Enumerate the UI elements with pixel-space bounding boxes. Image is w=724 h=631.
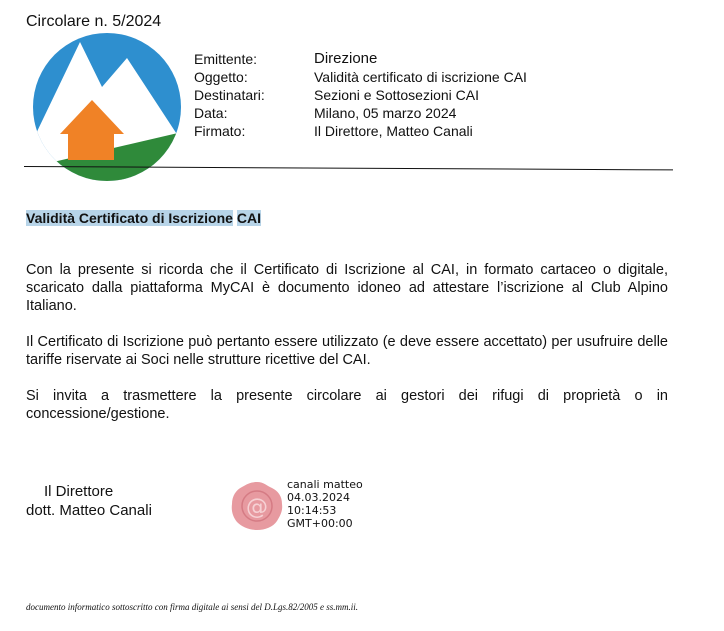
cai-logo [32, 32, 182, 182]
title-part-1: Validità Certificato di Iscrizione [26, 210, 233, 226]
meta-row-subject: Oggetto: Validità certificato di iscrizione CAI [194, 69, 527, 85]
circular-metadata [194, 50, 527, 140]
body-paragraph-3: Si invita a trasmettere la presente circolare ai gestori dei rifugi di proprietà o in concessione/gestione. [26, 388, 668, 422]
meta-row-recipients: Destinatari: Sezioni e Sottosezioni CAI [194, 87, 479, 103]
digital-signature-info [287, 478, 363, 530]
circular-number: Circolare n. 5/2024 [26, 13, 162, 30]
body-paragraph-1: Con la presente si ricorda che il Certificato di Iscrizione al CAI, in formato cartaceo o digitale, scaricato dalla piattaforma MyCAI è documento idoneo ad attestare l’iscrizione al Club Alpino Italiano. [26, 262, 668, 314]
svg-text:@: @ [246, 495, 268, 520]
title-part-2: CAI [236, 210, 261, 226]
meta-row-date: Data: Milano, 05 marzo 2024 [194, 105, 457, 121]
meta-row-issuer: Emittente: Direzione [194, 50, 378, 67]
document-body [26, 261, 668, 441]
digital-seal-icon [230, 480, 284, 532]
digital-date: 04.03.2024 [287, 491, 350, 504]
digital-signer: canali matteo [287, 478, 363, 491]
signature-role: Il Direttore [44, 483, 114, 500]
signature-block [26, 482, 152, 520]
signature-name: dott. Matteo Canali [26, 502, 152, 519]
digital-timezone: GMT+00:00 [287, 517, 353, 530]
document-title [26, 210, 261, 226]
digital-time: 10:14:53 [287, 504, 337, 517]
body-paragraph-2: Il Certificato di Iscrizione può pertanto essere utilizzato (e deve essere accettato) per usufruire delle tariffe riservate ai Soci nelle strutture ricettive del CAI. [26, 334, 668, 368]
footer-note: documento informatico sottoscritto con firma digitale ai sensi del D.Lgs.82/2005 e ss.mm.ii. [26, 602, 358, 612]
meta-row-signed: Firmato: Il Direttore, Matteo Canali [194, 123, 473, 139]
